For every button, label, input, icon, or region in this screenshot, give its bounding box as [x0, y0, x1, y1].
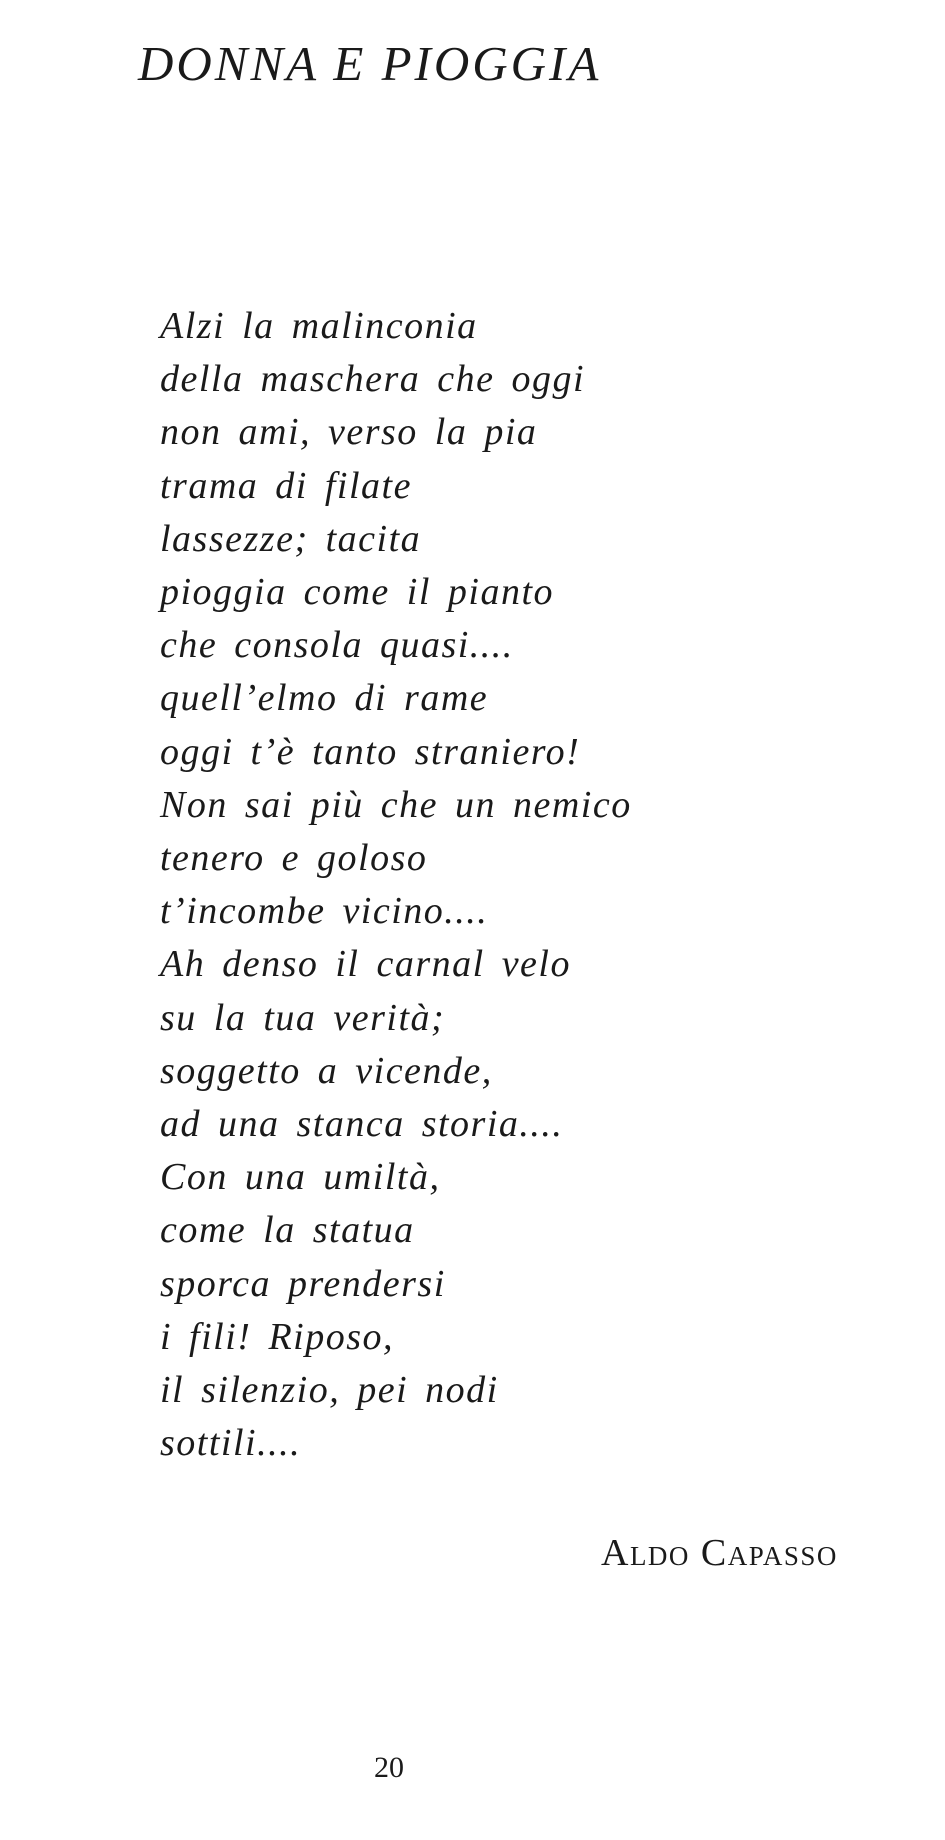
poem-line: trama di filate	[160, 464, 412, 507]
poem-line: su la tua verità;	[160, 996, 446, 1039]
poem-line: soggetto a vicende,	[160, 1049, 493, 1092]
poem-line: Con una umiltà,	[160, 1156, 441, 1199]
poem-line: della maschera che oggi	[160, 358, 586, 401]
poem-line: Ah denso il carnal velo	[160, 943, 571, 986]
poem-line: tenero e goloso	[160, 837, 428, 880]
poem-line: oggi t’è tanto straniero!	[160, 730, 581, 773]
poem-line: quell’elmo di rame	[160, 677, 489, 720]
poem-line: i fili! Riposo,	[160, 1315, 394, 1358]
poem-body	[160, 300, 632, 1470]
poem-line: sporca prendersi	[160, 1262, 446, 1305]
page-number: 20	[374, 1751, 404, 1784]
poem-line: il silenzio, pei nodi	[160, 1369, 499, 1412]
poem-line: ad una stanca storia....	[160, 1103, 564, 1146]
poem-line: t’incombe vicino....	[160, 890, 489, 933]
poem-line: Non sai più che un nemico	[160, 783, 632, 826]
author-signature: Aldo Capasso	[601, 1532, 838, 1574]
poem-line: non ami, verso la pia	[160, 411, 538, 454]
poem-title: DONNA E PIOGGIA	[138, 36, 602, 91]
poem-line: lassezze; tacita	[160, 517, 422, 560]
poem-line: che consola quasi....	[160, 624, 514, 667]
poem-line: sottili....	[160, 1422, 302, 1465]
poem-line: Alzi la malinconia	[160, 305, 478, 347]
poem-line: pioggia come il pianto	[160, 571, 555, 614]
poem-line: come la statua	[160, 1209, 415, 1252]
